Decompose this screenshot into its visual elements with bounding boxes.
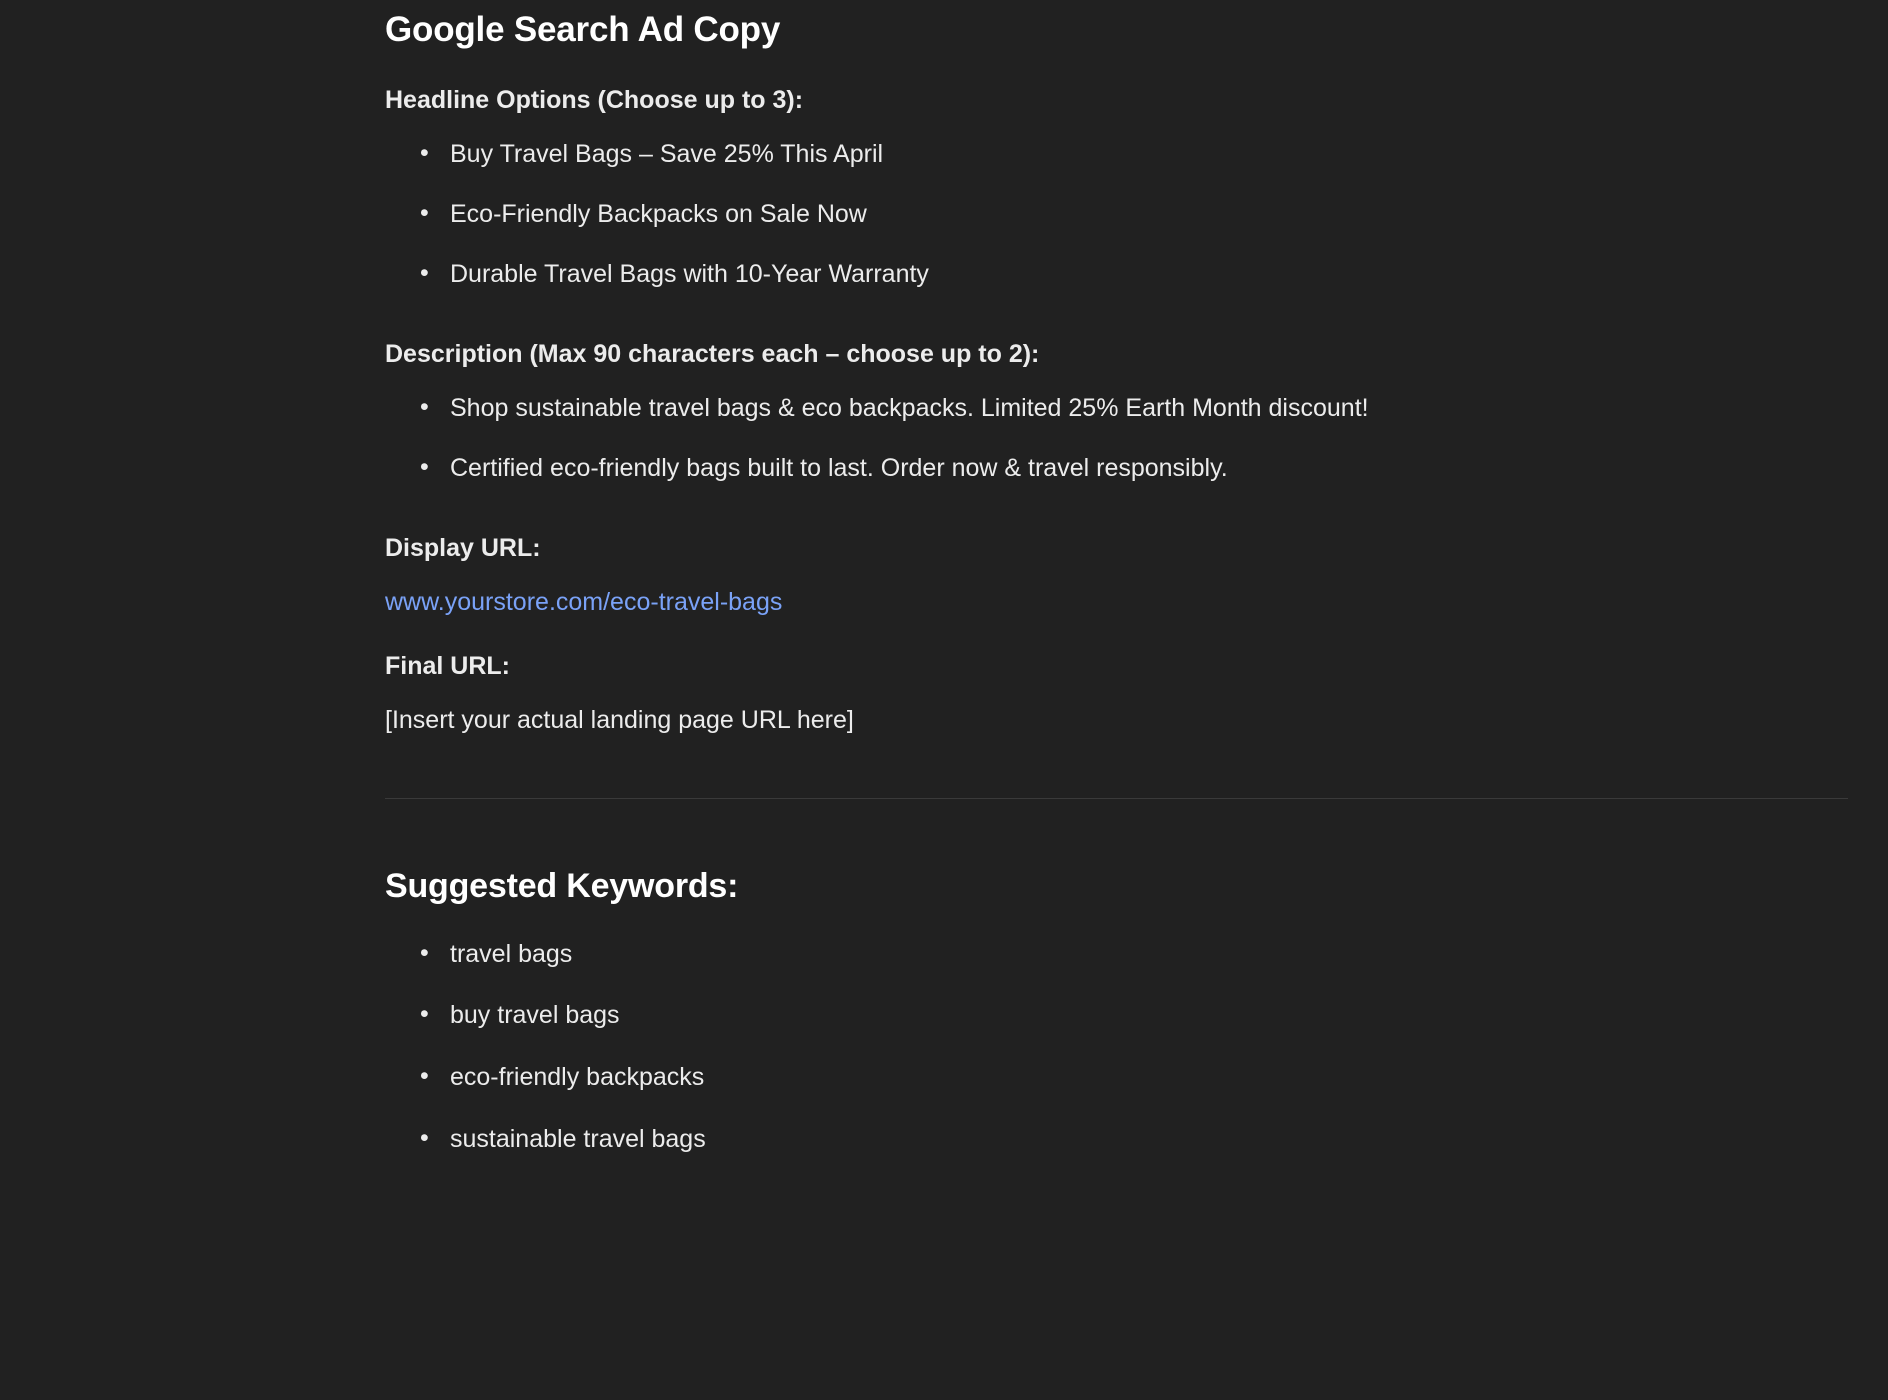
spacer bbox=[385, 326, 1848, 338]
list-item: • Shop sustainable travel bags & eco backpacks. Limited 25% Earth Month discount! bbox=[385, 392, 1848, 426]
list-item: • buy travel bags bbox=[385, 999, 1848, 1033]
list-item: • eco-friendly backpacks bbox=[385, 1061, 1848, 1095]
display-url-label: Display URL: bbox=[385, 533, 541, 562]
description-label: Description (Max 90 characters each – choose up to 2): bbox=[385, 339, 1040, 368]
list-item: • travel bags bbox=[385, 938, 1848, 972]
display-url-line bbox=[385, 586, 1848, 620]
list-item: • Buy Travel Bags – Save 25% This April bbox=[385, 138, 1848, 172]
page-title: Google Search Ad Copy bbox=[385, 10, 781, 49]
list-item: • Certified eco-friendly bags built to last. Order now & travel responsibly. bbox=[385, 452, 1848, 486]
list-item: • Durable Travel Bags with 10-Year Warranty bbox=[385, 258, 1848, 292]
suggested-keywords-title: Suggested Keywords: bbox=[385, 867, 739, 905]
display-url-link[interactable]: www.yourstore.com/eco-travel-bags bbox=[385, 588, 783, 616]
list-item: • sustainable travel bags bbox=[385, 1123, 1848, 1157]
description-list bbox=[385, 392, 1848, 486]
headline-options-list bbox=[385, 138, 1848, 291]
final-url-label: Final URL: bbox=[385, 651, 510, 680]
suggested-keywords-list bbox=[385, 938, 1848, 1157]
headline-options-label: Headline Options (Choose up to 3): bbox=[385, 85, 804, 114]
list-item: • Eco-Friendly Backpacks on Sale Now bbox=[385, 198, 1848, 232]
spacer bbox=[385, 520, 1848, 532]
final-url-value: [Insert your actual landing page URL here] bbox=[385, 706, 854, 735]
keywords-section bbox=[385, 799, 1848, 1157]
document-content bbox=[385, 0, 1848, 1157]
